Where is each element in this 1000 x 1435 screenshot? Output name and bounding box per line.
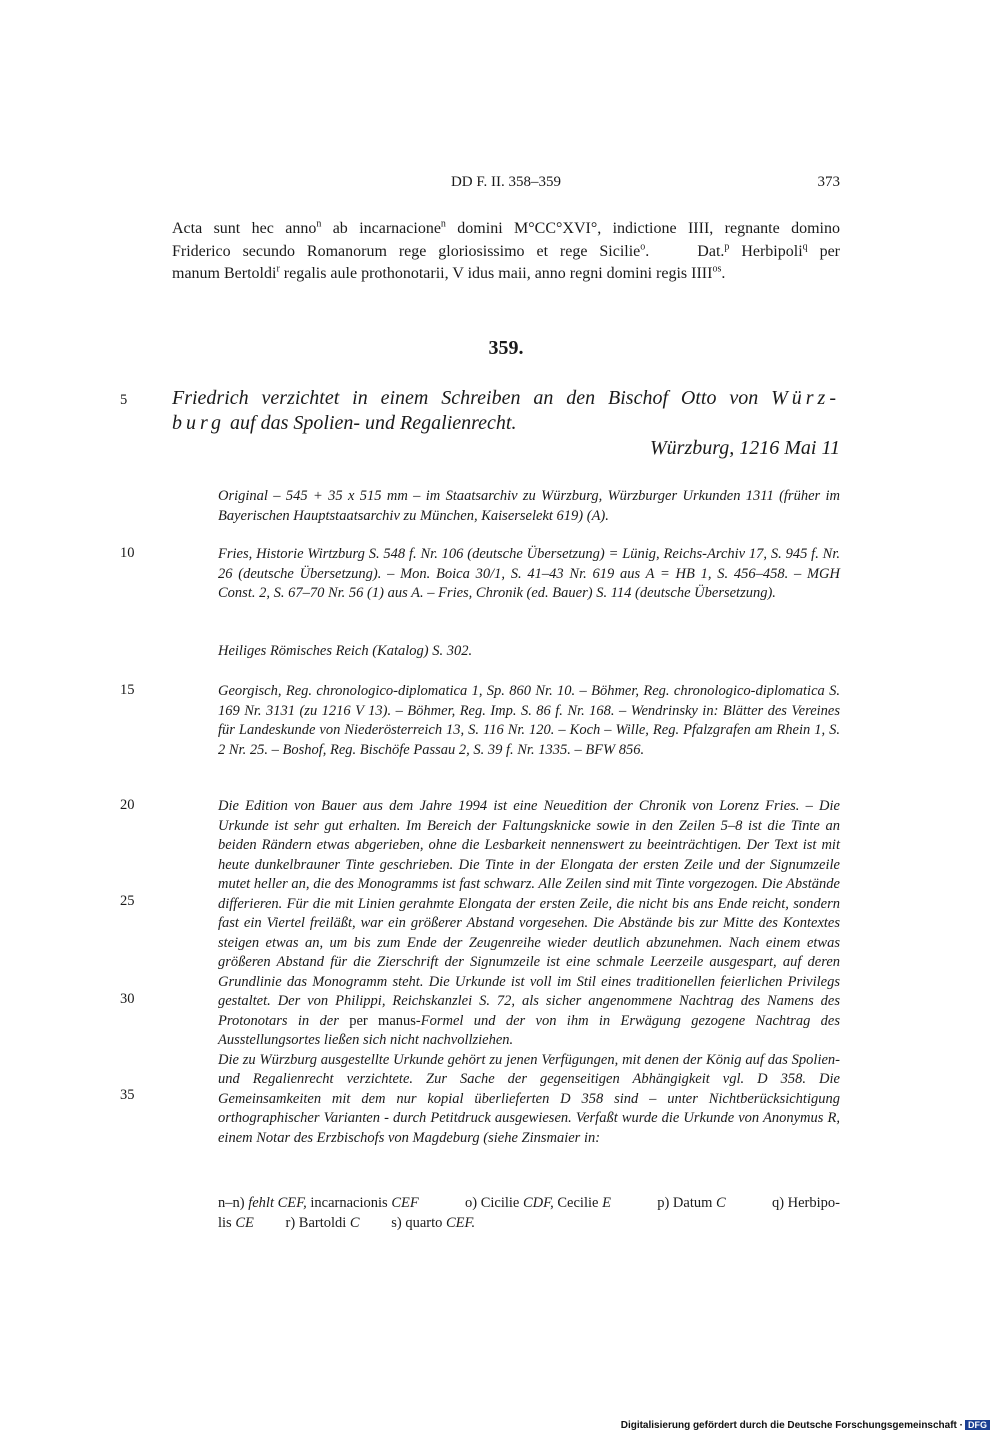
footnote-n: n–n) fehlt CEF, incarnacionis CEF — [218, 1195, 419, 1211]
line-number: 15 — [120, 682, 135, 698]
document-date: Würzburg, 1216 Mai 11 — [650, 437, 840, 459]
funding-footer — [621, 1420, 990, 1431]
intro-line-2: Friderico secundo Romanorum rege gloriosissimo et rege Sicilie$^o$. Dat.$^p$ Herbipoli$^q$ per — [172, 241, 840, 260]
commentary-paragraph-1: Die Edition von Bauer aus dem Jahre 1994 ist eine Neuedition der Chronik von Lorenz Fries. – Die Urkunde ist sehr gut erhalten. Im Bereich der Faltungsknicke sowie in den Zeilen 5–8 ist die Tinte an beiden Rändern etwas abgerieben, ohne die Lesbarkeit nennenswert zu beeinträchtigen. Der Text ist mit heute dunkelbrauner Tinte geschrieben. Die Tinte in der Elongata der ersten Zeile und der Signumzeile mutet heller an, die des Monogramms ist fast schwarz. Alle Zeilen sind mit Tinte vorgezogen. Die Abstände differieren. Für die mit Linien gerahmte Elongata der ersten Zeile, die nicht bis ans Ende reicht, sondern fast ein Viertel freiläßt, war ein größerer Abstand vorgesehen. Die Abstände bis zur Mitte des Kontextes steigen etwas an, um bis zum Ende der Zeugenreihe wieder deutlich abzunehmen. Nach einem etwas größeren Abstand für die Zierschrift der Signumzeile ist eine schmale Leerzeile ausgespart, auf deren Grundlinie das Monogramm steht. Die Urkunde ist voll im Stil eines traditionellen feierlichen Privilegs gestaltet. Der von Philippi, Reichskanzlei S. 72, als sicher angenommene Nachtrag des Namens des Protonotars in der per manus-Formel und der von ihm in Erwägung gezogene Nachtrag des Ausstellungsortes ließen sich nicht nachvollziehen. — [218, 798, 840, 1048]
line-number: 20 — [120, 797, 135, 813]
header-title: DD F. II. 358–359 — [450, 174, 562, 190]
footnote-p: p) Datum C — [657, 1195, 726, 1211]
footnote-s: s) quarto CEF. — [391, 1214, 476, 1231]
footnote-q: q) Herbipo- — [771, 1195, 840, 1211]
regest: Friedrich verzichtet in einem Schreiben an den Bischof Otto von Würz- burg auf das Spolien- und Regalienrecht. — [172, 387, 840, 434]
note-regests: Georgisch, Reg. chronologico-diplomatica 1, Sp. 860 Nr. 10. – Böhmer, Reg. chronologico-diplomatica S. 169 Nr. 3131 (zu 1216 V 13). – Böhmer, Reg. Imp. S. 86 f. Nr. 168. – Wendrinsky in: Blätter des Vereines für Landeskunde von Niederösterreich 13, S. 116 Nr. 120. – Koch – Wille, Reg. Pfalzgrafen am Rhein 1, S. 2 Nr. 25. – Boshof, Reg. Bischöfe Passau 2, S. 39 f. Nr. 1335. – BFW 856. — [218, 683, 840, 758]
document-number: 359. — [488, 337, 524, 359]
previous-document-eschatocol — [172, 218, 840, 286]
footnote-r: r) Bartoldi C — [285, 1214, 360, 1231]
line-number: 5 — [120, 392, 128, 408]
dfg-logo: DFG — [965, 1420, 990, 1430]
page-number: 373 — [817, 174, 840, 190]
line-number: 25 — [120, 893, 135, 909]
footer-text: Digitalisierung gefördert durch die Deutsche Forschungsgemeinschaft · — [620, 1420, 963, 1431]
footnotes — [218, 1194, 840, 1233]
line-number: 30 — [120, 991, 135, 1007]
intro-line-3: manum Bertoldi$^r$ regalis aule prothonotarii, V idus maii, anno regni domini regis $IIII^{os}$. — [172, 263, 726, 282]
commentary-paragraph-2: Die zu Würzburg ausgestellte Urkunde gehört zu jenen Verfügungen, mit denen der König auf das Spolien- und Regalienrecht verzichtete. Zur Sache der gegenseitigen Abhängigkeit vgl. D 358. Die Gemeinsamkeiten mit dem nur kopial überlieferten D 358 sind – unter Nichtberücksichtigung orthographischer Varianten - durch Petitdruck ausgewiesen. Verfaßt wurde die Urkunde von Anonymus R, einem Notar des Erzbischofs von Magdeburg (siehe Zinsmaier in: — [218, 1051, 840, 1146]
line-number: 35 — [120, 1087, 135, 1103]
note-catalog: Heiliges Römisches Reich (Katalog) S. 302. — [218, 643, 473, 659]
note-prints: Fries, Historie Wirtzburg S. 548 f. Nr. 106 (deutsche Übersetzung) = Lünig, Reichs-Archiv 17, S. 945 f. Nr. 26 (deutsche Übersetzung). – Mon. Boica 30/1, S. 41–43 Nr. 619 aus A = HB 1, S. 456–458. – MGH Const. 2, S. 67–70 Nr. 56 (1) aus A. – Fries, Chronik (ed. Bauer) S. 114 (deutsche Übersetzung). — [218, 546, 840, 601]
footnote-o: o) Cicilie CDF, Cecilie E — [464, 1195, 611, 1211]
line-number: 10 — [120, 545, 135, 561]
note-commentary — [218, 797, 840, 1148]
running-header — [172, 174, 840, 194]
intro-line-1: Acta sunt hec anno$^n$ ab incarnacione$^n$ domini M°CC°XVI°, indictione IIII, regnante domino — [172, 218, 841, 237]
note-original: Original – 545 + 35 x 515 mm – im Staatsarchiv zu Würzburg, Würzburger Urkunden 1311 (früher im Bayerischen Hauptstaatsarchiv zu München, Kaiserselekt 619) (A). — [218, 488, 840, 524]
footnote-q-cont: lis CE — [218, 1214, 254, 1231]
